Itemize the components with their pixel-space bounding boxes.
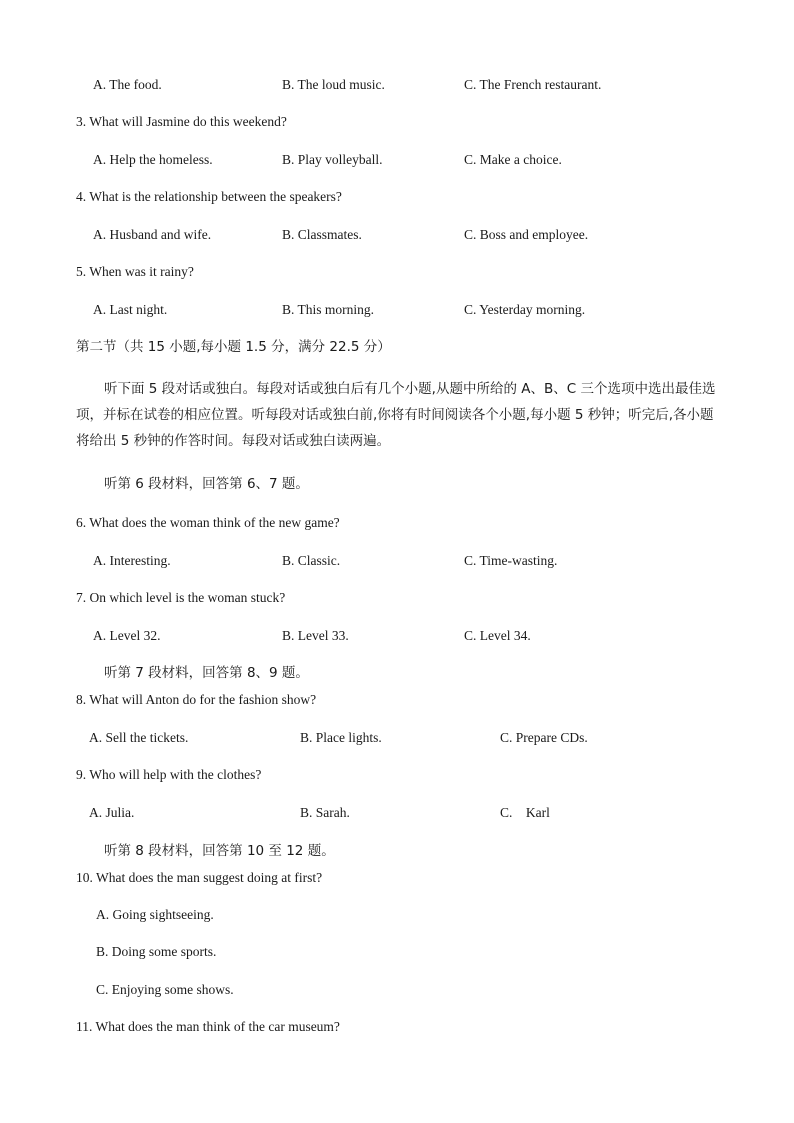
q9-option-b: B. Sarah. — [300, 805, 350, 820]
section2-instructions: 听下面 5 段对话或独白。每段对话或独白后有几个小题,从题中所给的 A、B、C 三个选项中选出最佳选项，并标在试卷的相应位置。听每段对话或独白前,你将有时间阅读各个小题,每小题 5 秒钟；听完后,各小题将给出 5 秒钟的作答时间。每段对话或独白读两遍。 — [76, 381, 716, 449]
q5-option-b: B. This morning. — [282, 302, 375, 317]
q6-option-b: B. Classic. — [282, 553, 341, 568]
q2-option-a: A. The food. — [93, 77, 162, 92]
q7-option-c: C. Level 34. — [464, 628, 531, 643]
passage6-label: 听第 6 段材料，回答第 6、7 题。 — [104, 476, 309, 492]
q10-text: 10. What does the man suggest doing at first? — [76, 870, 323, 885]
q11-text: 11. What does the man think of the car museum? — [76, 1019, 340, 1034]
q7-option-b: B. Level 33. — [282, 628, 349, 643]
q2-option-b: B. The loud music. — [282, 77, 385, 92]
q4-option-c: C. Boss and employee. — [464, 227, 589, 242]
section2-heading: 第二节（共 15 小题,每小题 1.5 分，满分 22.5 分） — [76, 339, 391, 355]
q2-option-c: C. The French restaurant. — [464, 77, 602, 92]
q6-text: 6. What does the woman think of the new game? — [76, 515, 340, 530]
q9-option-a: A. Julia. — [89, 805, 135, 820]
q6-option-c: C. Time-wasting. — [464, 553, 558, 568]
q8-option-b: B. Place lights. — [300, 730, 382, 745]
q6-option-a: A. Interesting. — [93, 553, 171, 568]
q8-option-c: C. Prepare CDs. — [500, 730, 588, 745]
q4-option-b: B. Classmates. — [282, 227, 362, 242]
q5-option-c: C. Yesterday morning. — [464, 302, 586, 317]
passage7-label: 听第 7 段材料，回答第 8、9 题。 — [104, 665, 309, 681]
q4-text: 4. What is the relationship between the speakers? — [76, 189, 342, 204]
q3-option-b: B. Play volleyball. — [282, 152, 383, 167]
q10-option-b: B. Doing some sports. — [96, 944, 217, 959]
q8-option-a: A. Sell the tickets. — [89, 730, 189, 745]
q10-option-a: A. Going sightseeing. — [96, 907, 214, 922]
q4-option-a: A. Husband and wife. — [93, 227, 212, 242]
q9-text: 9. Who will help with the clothes? — [76, 767, 262, 782]
q7-option-a: A. Level 32. — [93, 628, 161, 643]
q9-option-c: C. Karl — [500, 805, 550, 820]
passage8-label: 听第 8 段材料，回答第 10 至 12 题。 — [104, 843, 335, 859]
q3-text: 3. What will Jasmine do this weekend? — [76, 114, 287, 129]
q3-option-c: C. Make a choice. — [464, 152, 562, 167]
q7-text: 7. On which level is the woman stuck? — [76, 590, 286, 605]
q10-option-c: C. Enjoying some shows. — [96, 982, 234, 997]
q3-option-a: A. Help the homeless. — [93, 152, 213, 167]
q8-text: 8. What will Anton do for the fashion show? — [76, 692, 317, 707]
q5-text: 5. When was it rainy? — [76, 264, 194, 279]
q5-option-a: A. Last night. — [93, 302, 168, 317]
